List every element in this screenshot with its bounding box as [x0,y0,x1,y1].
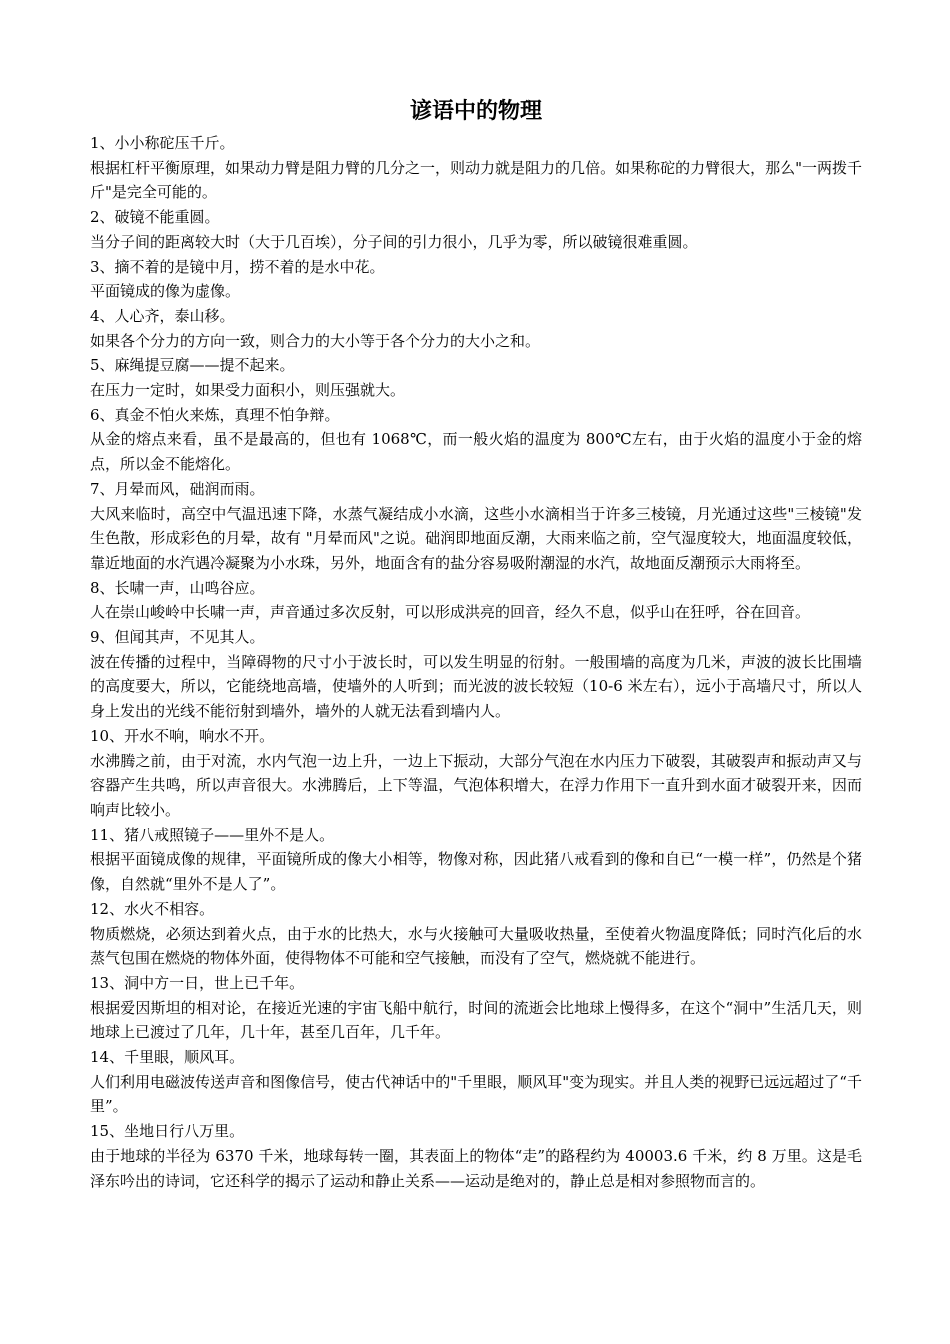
proverb-explanation: 从金的熔点来看，虽不是最高的，但也有 1068℃，而一般火焰的温度为 800℃左右，由于火焰的温度小于金的熔点，所以金不能熔化。 [90,430,862,474]
proverb-heading: 6、真金不怕火来炼，真理不怕争辩。 [90,405,340,424]
proverb-explanation: 当分子间的距离较大时（大于几百埃），分子间的引力很小，几乎为零，所以破镜很难重圆。 [90,232,698,251]
proverb-item [90,353,862,402]
proverb-item [90,131,862,205]
proverb-explanation: 人在崇山峻岭中长啸一声，声音通过多次反射，可以形成洪亮的回音，经久不息，似乎山在狂呼，谷在回音。 [90,603,811,622]
proverb-heading: 4、人心齐，泰山移。 [90,306,235,325]
proverb-item [90,304,862,353]
proverb-item [90,403,862,477]
proverb-item [90,971,862,1045]
document-title: 谚语中的物理 [409,99,542,124]
proverb-heading: 11、猪八戒照镜子——里外不是人。 [90,825,335,844]
proverb-explanation: 平面镜成的像为虚像。 [90,282,241,301]
proverb-heading: 7、月晕而风，础润而雨。 [90,479,265,498]
proverb-explanation: 物质燃烧，必须达到着火点，由于水的比热大，水与火接触可大量吸收热量，至使着火物温度降低；同时汽化后的水蒸气包围在燃烧的物体外面，使得物体不可能和空气接触，而没有了空气，燃烧就不能进行。 [90,924,862,968]
proverb-item [90,897,862,971]
proverb-item [90,477,862,576]
proverb-item [90,625,862,724]
proverb-heading: 8、长啸一声，山鸣谷应。 [90,578,265,597]
proverb-explanation: 水沸腾之前，由于对流，水内气泡一边上升，一边上下振动，大部分气泡在水内压力下破裂，其破裂声和振动声又与容器产生共鸣，所以声音很大。水沸腾后，上下等温，气泡体积增大，在浮力作用下一直升到水面才破裂开来，因而响声比较小。 [90,751,862,819]
proverb-item [90,1045,862,1119]
proverb-heading: 3、摘不着的是镜中月，捞不着的是水中花。 [90,257,385,276]
proverb-list [90,131,862,1193]
proverb-heading: 13、洞中方一日，世上已千年。 [90,973,305,992]
proverb-heading: 14、千里眼，顺风耳。 [90,1048,245,1067]
proverb-heading: 2、破镜不能重圆。 [90,208,220,227]
proverb-item [90,823,862,897]
proverb-heading: 10、开水不响，响水不开。 [90,726,275,745]
proverb-explanation: 大风来临时，高空中气温迅速下降，水蒸气凝结成小水滴，这些小水滴相当于许多三棱镜，月光通过这些"三棱镜"发生色散，形成彩色的月晕，故有 "月晕而风"之说。础润即地面反潮，大雨来临之前，空气湿度较大，地面温度较低，靠近地面的水汽遇冷凝聚为小水珠，另外，地面含有的盐分容易吸附潮湿的水汽，故地面反潮预示大雨将至。 [90,504,862,572]
proverb-item [90,724,862,823]
proverb-explanation: 根据爱因斯坦的相对论，在接近光速的宇宙飞船中航行，时间的流逝会比地球上慢得多，在这个“洞中”生活几天，则地球上已渡过了几年，几十年，甚至几百年，几千年。 [90,998,862,1042]
proverb-explanation: 根据杠杆平衡原理，如果动力臂是阻力臂的几分之一，则动力就是阻力的几倍。如果称砣的力臂很大，那么"一两拨千斤"是完全可能的。 [90,158,862,202]
proverb-heading: 9、但闻其声，不见其人。 [90,628,265,647]
proverb-item [90,205,862,254]
proverb-explanation: 根据平面镜成像的规律，平面镜所成的像大小相等，物像对称，因此猪八戒看到的像和自已“一模一样”，仍然是个猪像，自然就“里外不是人了”。 [90,850,862,894]
proverb-item [90,255,862,304]
proverb-item [90,1119,862,1193]
proverb-heading: 12、水火不相容。 [90,899,215,918]
document-page [90,92,862,1193]
proverb-explanation: 波在传播的过程中，当障碍物的尺寸小于波长时，可以发生明显的衍射。一般围墙的高度为几米，声波的波长比围墙的高度要大，所以，它能绕地高墙，使墙外的人听到；而光波的波长较短（10-6 米左右），远小于高墙尺寸，所以人身上发出的光线不能衍射到墙外，墙外的人就无法看到墙内人。 [90,652,862,721]
proverb-heading: 1、小小称砣压千斤。 [90,134,235,152]
proverb-explanation: 如果各个分力的方向一致，则合力的大小等于各个分力的大小之和。 [90,331,541,350]
proverb-item [90,576,862,625]
proverb-heading: 15、坐地日行八万里。 [90,1122,245,1141]
proverb-explanation: 由于地球的半径为 6370 千米，地球每转一圈，其表面上的物体“走”的路程约为 40003.6 千米，约 8 万里。这是毛泽东吟出的诗词，它还科学的揭示了运动和静止关系——运动是绝对的，静止总是相对参照物而言的。 [90,1146,862,1190]
proverb-explanation: 在压力一定时，如果受力面积小，则压强就大。 [90,381,406,400]
proverb-explanation: 人们利用电磁波传送声音和图像信号，使古代神话中的"千里眼，顺风耳"变为现实。并且人类的视野已远远超过了“千里”。 [90,1072,862,1116]
proverb-heading: 5、麻绳提豆腐——提不起来。 [90,356,295,375]
